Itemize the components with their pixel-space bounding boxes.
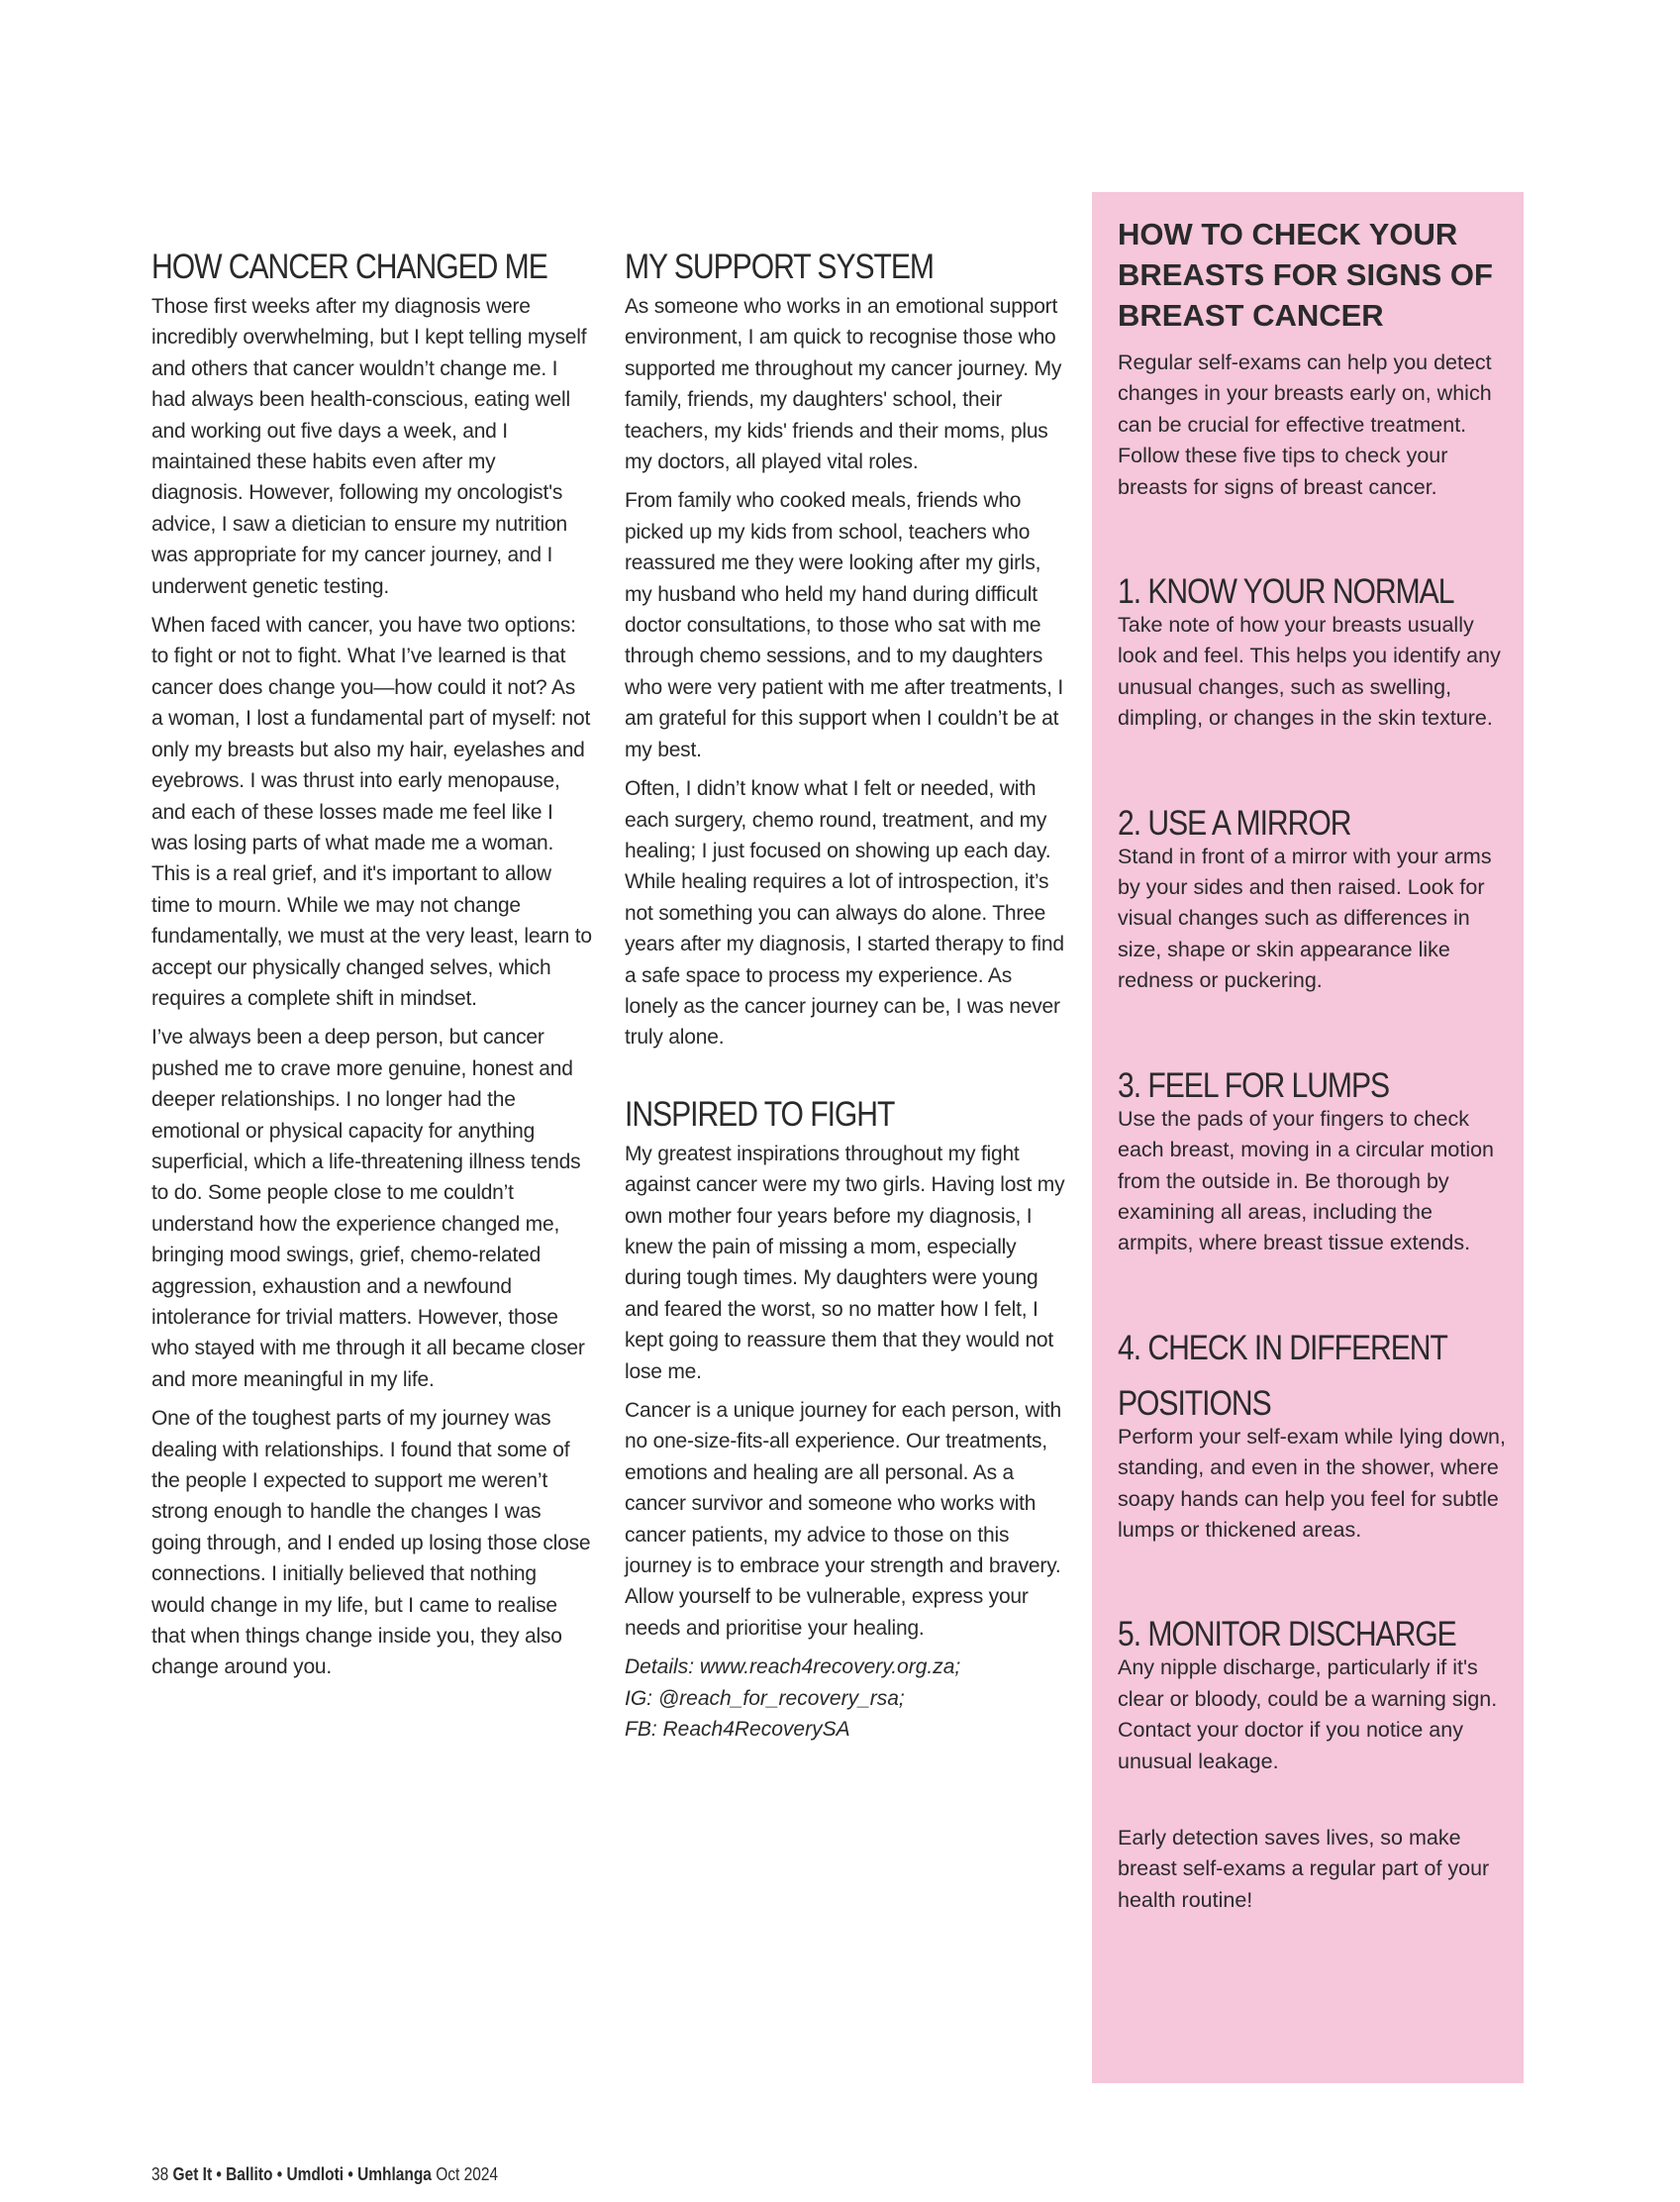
left-column <box>151 246 592 1691</box>
sidebar-outro: Early detection saves lives, so make breast self-exams a regular part of your health routine! <box>1118 1825 1490 1912</box>
tip-heading: 3. FEEL FOR LUMPS <box>1118 1065 1390 1105</box>
paragraph: One of the toughest parts of my journey was dealing with relationships. I found that some of the people I expected to support me weren’t strong enough to handle the changes I was going through, and I ended up losing those close connections. I initially believed that nothing would change in my life, but I came to realise that when things change inside you, they also change around you. <box>151 1407 591 1679</box>
tip-check-in-different-positions <box>1118 1321 1506 1547</box>
sidebar-intro: Regular self-exams can help you detect changes in your breasts early on, which can be crucial for effective treatment. Follow these five tips to check your breasts for signs of breast cancer. <box>1118 350 1492 499</box>
paragraph: From family who cooked meals, friends who picked up my kids from school, teachers who reassured me they were looking after my girls, my husband who held my hand during difficult doctor consultations, to those who sat with me through chemo sessions, and to my daughters who were very patient with me after treatments, I am grateful for this support when I couldn’t be at my best. <box>625 489 1064 761</box>
tip-heading: 2. USE A MIRROR <box>1118 803 1351 843</box>
tip-heading: 1. KNOW YOUR NORMAL <box>1118 572 1454 612</box>
section-heading-inspired-to-fight: INSPIRED TO FIGHT <box>625 1094 895 1134</box>
page-number: 38 <box>151 2164 169 2184</box>
contact-details <box>625 1652 1065 1745</box>
sidebar-title-line: BREAST CANCER <box>1118 298 1384 333</box>
breast-check-sidebar <box>1092 192 1524 2083</box>
details-instagram: IG: @reach_for_recovery_rsa; <box>625 1686 905 1710</box>
tip-body: Perform your self-exam while lying down, standing, and even in the shower, where soapy hands can help you feel for subtle lumps or thickened areas. <box>1118 1424 1506 1542</box>
tip-body: Any nipple discharge, particularly if it's clear or bloody, could be a warning sign. Contact your doctor if you notice any unusual leakage. <box>1118 1655 1498 1773</box>
section-heading-how-cancer-changed-me: HOW CANCER CHANGED ME <box>151 248 547 286</box>
tip-feel-for-lumps <box>1118 1058 1506 1259</box>
page-footer <box>151 2164 498 2185</box>
sidebar-title-line: BREASTS FOR SIGNS OF <box>1118 257 1493 292</box>
publication-name: Get It • Ballito • Umdloti • Umhlanga <box>172 2164 432 2184</box>
paragraph: My greatest inspirations throughout my fight against cancer were my two girls. Having lost my own mother four years before my diagnosis, I knew the pain of missing a mom, especially during tough times. My daughters were young and feared the worst, so no matter how I felt, I kept going to reassure them that they would not lose me. <box>625 1142 1065 1383</box>
paragraph: When faced with cancer, you have two options: to fight or not to fight. What I’ve learned is that cancer does change you—how could it not? As a woman, I lost a fundamental part of myself: not only my breasts but also my hair, eyelashes and eyebrows. I was thrust into early menopause, and each of these losses made me feel like I was losing parts of what made me a woman. This is a real grief, and it's important to allow time to mourn. While we may not change fundamentally, we must at the very least, learn to accept our physically changed selves, which requires a complete shift in mindset. <box>151 614 592 1010</box>
issue-date: Oct 2024 <box>436 2164 499 2184</box>
tip-body: Stand in front of a mirror with your arms by your sides and then raised. Look for visual changes such as differences in size, shape or skin appearance like redness or puckering. <box>1118 844 1492 993</box>
sidebar-title-line: HOW TO CHECK YOUR <box>1118 217 1458 251</box>
paragraph: Often, I didn’t know what I felt or needed, with each surgery, chemo round, treatment, and my healing; I just focused on showing up each day. While healing requires a lot of introspection, it’s not something you can always do alone. Three years after my diagnosis, I started therapy to find a safe space to process my experience. As lonely as the cancer journey can be, I was never truly alone. <box>625 777 1064 1050</box>
paragraph: I’ve always been a deep person, but cancer pushed me to crave more genuine, honest and deeper relationships. I no longer had the emotional or physical capacity for anything superficial, which a life-threatening illness tends to do. Some people close to me couldn’t understand how the experience changed me, bringing mood swings, grief, chemo-related aggression, exhaustion and a newfound intolerance for trivial matters. However, those who stayed with me through it all became closer and more meaningful in my life. <box>151 1026 585 1391</box>
section-heading-my-support-system: MY SUPPORT SYSTEM <box>625 248 934 286</box>
tip-body: Take note of how your breasts usually look and feel. This helps you identify any unusual changes, such as swelling, dimpling, or changes in the skin texture. <box>1118 613 1501 731</box>
details-facebook: FB: Reach4RecoverySA <box>625 1718 850 1742</box>
tip-heading-line2: POSITIONS <box>1118 1383 1271 1423</box>
tip-heading: 5. MONITOR DISCHARGE <box>1118 1615 1456 1654</box>
paragraph: Those first weeks after my diagnosis were incredibly overwhelming, but I kept telling myself and others that cancer wouldn’t change me. I had always been health-conscious, eating well and working out five days a week, and I maintained these habits even after my diagnosis. However, following my oncologist's advice, I saw a dietician to ensure my nutrition was appropriate for my cancer journey, and I underwent genetic testing. <box>151 295 587 598</box>
tip-monitor-discharge <box>1118 1607 1506 1777</box>
tip-heading: 4. CHECK IN DIFFERENT <box>1118 1328 1447 1367</box>
tip-know-your-normal <box>1118 564 1506 735</box>
tip-use-a-mirror <box>1118 796 1506 997</box>
details-website: Details: www.reach4recovery.org.za; <box>625 1655 961 1679</box>
middle-column <box>625 246 1065 1745</box>
paragraph: Cancer is a unique journey for each person, with no one-size-fits-all experience. Our treatments, emotions and healing are all personal. As a cancer survivor and someone who works with cancer patients, my advice to those on this journey is to embrace your strength and bravery. Allow yourself to be vulnerable, express your needs and prioritise your healing. <box>625 1399 1061 1640</box>
paragraph: As someone who works in an emotional support environment, I am quick to recognise those who supported me throughout my cancer journey. My family, friends, my daughters' school, their teachers, my kids' friends and their moms, plus my doctors, all played vital roles. <box>625 295 1062 474</box>
sidebar-title <box>1118 214 1506 336</box>
tip-body: Use the pads of your fingers to check each breast, moving in a circular motion from the outside in. Be thorough by examining all areas, including the armpits, where breast tissue extends. <box>1118 1106 1495 1255</box>
